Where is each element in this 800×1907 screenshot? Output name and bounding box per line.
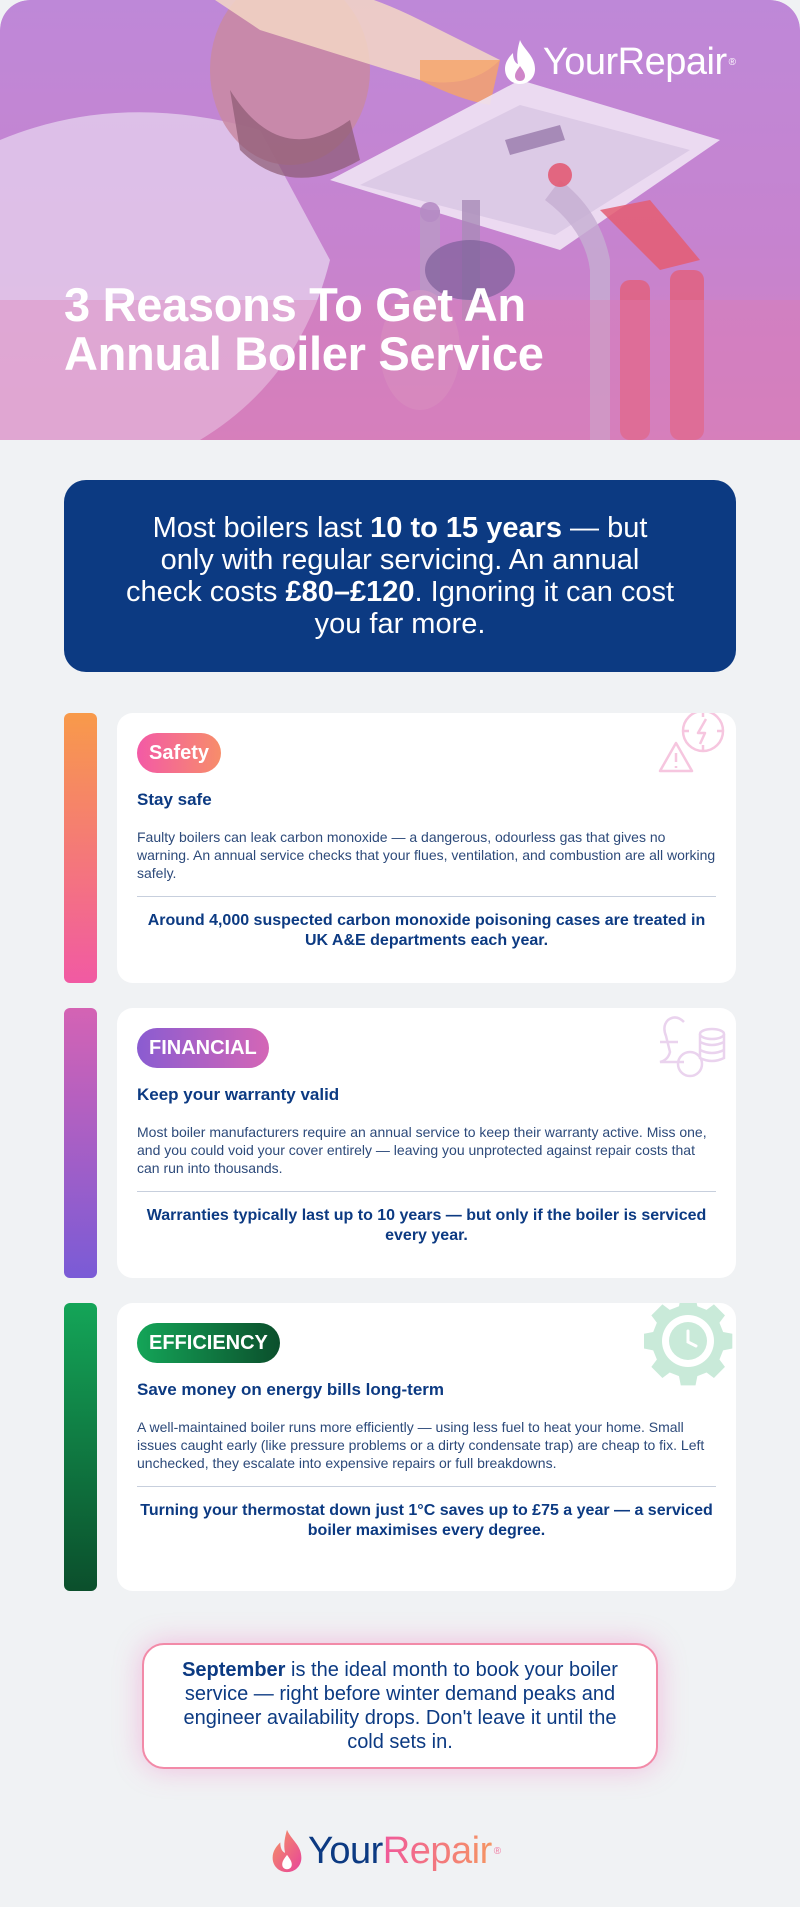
hazard-gear-icon <box>658 713 736 779</box>
tip-bold-month: September <box>182 1659 286 1681</box>
intro-bold-cost: £80–£120 <box>285 576 415 608</box>
efficiency-divider <box>137 1486 716 1487</box>
footer-logo-your: Your <box>308 1829 383 1872</box>
efficiency-heading: Save money on energy bills long-term <box>137 1380 445 1399</box>
financial-description: Most boiler manufacturers require an annual service to keep their warranty active. Miss one, and you could void your cover entirely — leaving you unprotected against repair costs that can run into thousands. <box>137 1124 707 1176</box>
safety-divider <box>137 896 716 897</box>
footer-logo <box>270 1828 501 1874</box>
financial-fact: Warranties typically last up to 10 years — but only if the boiler is serviced every year. <box>146 1207 707 1244</box>
safety-heading: Stay safe <box>137 790 212 809</box>
title-line-2: Annual Boiler Service <box>64 327 544 380</box>
safety-fact: Around 4,000 suspected carbon monoxide poisoning cases are treated in UK A&E departments each year. <box>147 912 706 949</box>
intro-text-b: — but only with regular servicing. An annual check costs <box>125 512 648 608</box>
flame-logo-icon <box>503 38 537 86</box>
safety-badge: Safety <box>137 733 221 773</box>
page-title <box>64 280 544 378</box>
header-logo <box>503 38 736 86</box>
registered-mark: ® <box>728 56 736 68</box>
intro-text-c: . Ignoring it can cost you far more. <box>314 576 675 640</box>
gear-clock-icon <box>640 1303 736 1387</box>
efficiency-description: A well-maintained boiler runs more efficiently — using less fuel to heat your home. Small issues caught early (like pressure problems or a dirty condensate trap) are cheap to fix. Left unchecked, they escalate into expensive repairs or full breakdowns. <box>137 1419 705 1471</box>
footer-registered-mark: ® <box>493 1845 502 1857</box>
efficiency-fact: Turning your thermostat down just 1°C saves up to £75 a year — a serviced boiler maximises every degree. <box>140 1502 713 1539</box>
efficiency-badge: EFFICIENCY <box>137 1323 280 1363</box>
intro-text-a: Most boilers last <box>152 512 371 544</box>
financial-heading: Keep your warranty valid <box>137 1085 340 1104</box>
footer-logo-repair: Repair <box>382 1829 492 1872</box>
tip-body: is the ideal month to book your boiler service — right before winter demand peaks and engineer availability drops. Don't leave it until the cold sets in. <box>183 1659 618 1753</box>
reason-card-efficiency <box>117 1303 736 1591</box>
flame-logo-icon <box>270 1828 304 1874</box>
financial-accent-bar <box>64 1008 97 1278</box>
pound-coins-icon <box>654 1012 728 1078</box>
reason-card-safety <box>117 713 736 983</box>
intro-callout <box>64 480 736 672</box>
reason-card-financial <box>117 1008 736 1278</box>
financial-badge: FINANCIAL <box>137 1028 269 1068</box>
intro-text <box>124 512 676 640</box>
hero-banner <box>0 0 800 440</box>
intro-bold-lifespan: 10 to 15 years <box>370 512 562 544</box>
logo-wordmark: YourRepair <box>542 40 727 83</box>
title-line-1: 3 Reasons To Get An <box>64 278 526 331</box>
financial-divider <box>137 1191 716 1192</box>
safety-accent-bar <box>64 713 97 983</box>
safety-description: Faulty boilers can leak carbon monoxide — a dangerous, odourless gas that gives no warning. An annual service checks that your flues, ventilation, and combustion are all working safely. <box>137 829 716 881</box>
september-tip-callout <box>142 1643 658 1769</box>
efficiency-accent-bar <box>64 1303 97 1591</box>
tip-text <box>174 1658 626 1754</box>
